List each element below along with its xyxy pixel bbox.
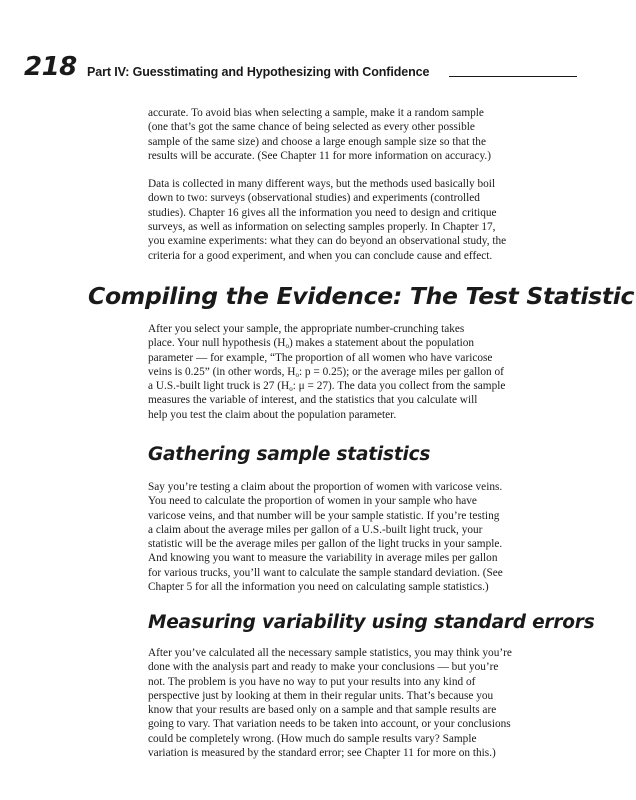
- text-line: varicose veins, and that number will be your sample statistic. If you’re testing: [148, 509, 500, 522]
- subsection-2-block: [148, 646, 564, 770]
- text-line: going to vary. That variation needs to be taken into account, or your conclusions: [148, 718, 511, 731]
- page-number: 218: [24, 52, 77, 82]
- subsection-1-block: [148, 480, 564, 604]
- section-paragraph: [148, 322, 564, 422]
- text-line: variation is measured by the standard error; see Chapter 11 for more on this.): [148, 747, 496, 760]
- text-line: studies). Chapter 16 gives all the information you need to design and critique: [148, 206, 497, 219]
- text-line: After you select your sample, the appropriate number-crunching takes: [148, 323, 465, 335]
- text-line: (one that’s got the same chance of being selected as every other possible: [148, 121, 475, 134]
- text-line: accurate. To avoid bias when selecting a sample, make it a random sample: [148, 107, 484, 119]
- intro-paragraph-2: [148, 177, 564, 263]
- intro-paragraph-1: [148, 106, 564, 163]
- text-line: not. The problem is you have no way to put your results into any kind of: [148, 675, 476, 688]
- text-line: Say you’re testing a claim about the proportion of women with varicose veins.: [148, 481, 503, 493]
- text-fragment: : μ = 27). The data you collect from the sample: [292, 380, 506, 393]
- subsection-2-paragraph: [148, 646, 564, 760]
- subsection-1-paragraph: [148, 480, 564, 594]
- text-line: surveys, as well as information on selecting samples properly. In Chapter 17,: [148, 221, 496, 234]
- text-line: After you’ve calculated all the necessary sample statistics, you may think you’re: [148, 647, 512, 659]
- section-heading: Compiling the Evidence: The Test Statistic: [88, 282, 635, 310]
- text-fragment: a U.S.-built light truck is 27 (H: [148, 380, 290, 393]
- section-block: [148, 322, 564, 432]
- text-line: Chapter 5 for all the information you need on calculating sample statistics.): [148, 581, 489, 594]
- text-line: And knowing you want to measure the variability in average miles per gallon: [148, 552, 498, 565]
- text-fragment: veins is 0.25” (in other words, H: [148, 365, 296, 378]
- subscript: o: [285, 342, 289, 351]
- text-line: a claim about the average miles per gallon of a U.S.-built light truck, your: [148, 523, 483, 536]
- subsection-heading-2: Measuring variability using standard errors: [148, 612, 595, 633]
- text-line: You need to calculate the proportion of women in your sample who have: [148, 495, 477, 508]
- header-rule: [449, 76, 577, 77]
- text-line: statistic will be the average miles per gallon of the light trucks in your sample.: [148, 538, 503, 551]
- text-line: down to two: surveys (observational studies) and experiments (controlled: [148, 192, 480, 205]
- text-fragment: place. Your null hypothesis (H: [148, 337, 286, 350]
- text-fragment: ) makes a statement about the population: [288, 337, 475, 350]
- subscript: o: [289, 385, 293, 394]
- page-header: [24, 52, 554, 92]
- text-fragment: : p = 0.25); or the average miles per gallon of: [298, 365, 504, 378]
- text-line: for various trucks, you’ll want to calculate the sample standard deviation. (See: [148, 566, 503, 579]
- subscript: o: [295, 370, 299, 379]
- text-line: parameter — for example, “The proportion of all women who have varicose: [148, 351, 493, 364]
- text-line: [148, 336, 564, 350]
- text-line: results will be accurate. (See Chapter 11 for more information on accuracy.): [148, 149, 491, 162]
- text-line: measures the variable of interest, and the statistics that you calculate will: [148, 394, 478, 407]
- text-line: sample of the same size) and choose a large enough sample size so that the: [148, 135, 486, 148]
- text-line: you examine experiments: what they can do beyond an observational study, the: [148, 235, 507, 248]
- text-line: Data is collected in many different ways, but the methods used basically boil: [148, 178, 496, 191]
- text-line: [148, 365, 564, 379]
- text-line: done with the analysis part and ready to make your conclusions — but you’re: [148, 661, 499, 674]
- text-line: perspective just by looking at them in their regular units. That’s because you: [148, 689, 494, 702]
- running-head: Part IV: Guesstimating and Hypothesizing with Confidence: [87, 65, 430, 79]
- text-line: criteria for a good experiment, and when you can conclude cause and effect.: [148, 249, 493, 262]
- intro-block: [148, 106, 564, 273]
- text-line: [148, 379, 564, 393]
- text-line: could be completely wrong. (How much do sample results vary? Sample: [148, 732, 477, 745]
- text-line: help you test the claim about the population parameter.: [148, 408, 397, 421]
- text-line: know that your results are based only on a sample and that sample results are: [148, 704, 497, 717]
- subsection-heading-1: Gathering sample statistics: [148, 444, 431, 465]
